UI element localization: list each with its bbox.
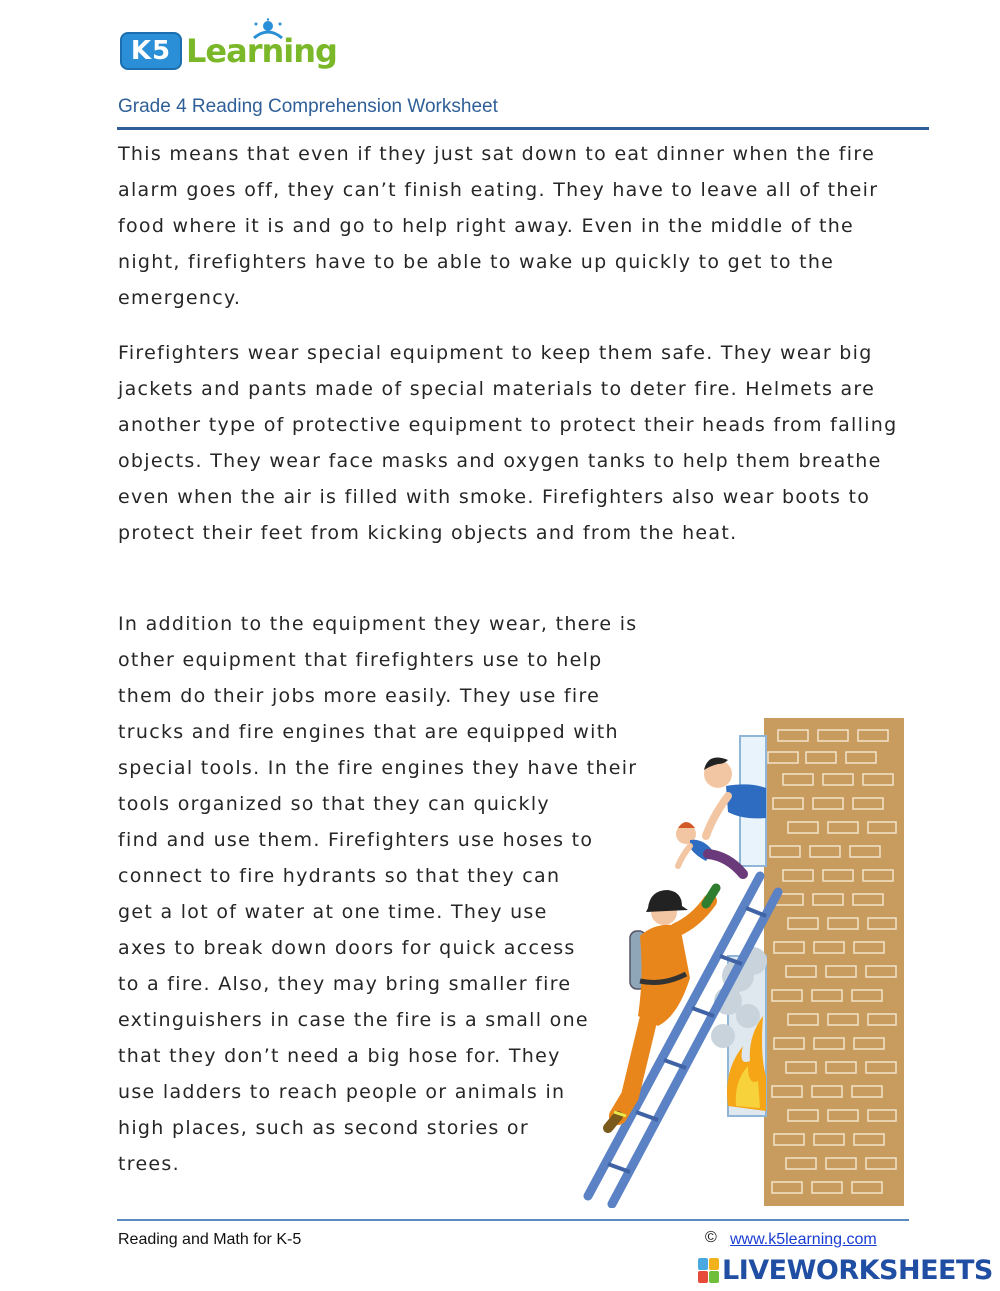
k5-learning-logo — [120, 18, 337, 76]
liveworksheets-blocks-icon — [698, 1258, 720, 1284]
woman-body — [726, 784, 766, 818]
k5learning-link[interactable]: www.k5learning.com — [730, 1231, 877, 1248]
paragraph-3-text: In addition to the equipment they wear, there is other equipment that firefighters use to help them do their jobs more easily. They use fire trucks and fire engines that are equipped with special tools. In the fire engines they have their tools organized so that they can quickly find and use them. Firefighters use hoses to connect to fire hydrants so that they can get a lot of water at one time. They use axes to break down doors for quick access to a fire. Also, they may bring smaller fire extinguishers in case the fire is a small one that they don’t need a big hose for. They use ladders to reach people or animals in high places, such as second stories or trees. — [118, 613, 638, 1175]
logo-box-text: K5 — [130, 36, 172, 66]
logo-person-icon — [248, 18, 288, 52]
brick-wall — [764, 718, 904, 1206]
paragraph-2: Firefighters wear special equipment to keep them safe. They wear big jackets and pants made of special materials to deter fire. Helmets are another type of protective equipment to protect their heads from falling objects. They wear face masks and oxygen tanks to help them breathe even when the air is filled with smoke. Firefighters also wear boots to protect their feet from kicking objects and from the heat. — [118, 342, 898, 544]
helmet-icon — [646, 890, 688, 912]
footer-divider — [117, 1219, 909, 1221]
copyright-symbol: © — [705, 1229, 717, 1246]
firefighter-rescue-illustration — [578, 716, 908, 1208]
paragraph-1: This means that even if they just sat down to eat dinner when the fire alarm goes off, they can’t finish eating. They have to leave all of their food where it is and go to help right away. Even in the middle of the night, firefighters have to be able to wake up quickly to get to the emergency. — [118, 143, 879, 309]
logo-box — [120, 32, 182, 70]
logo-word: Learning — [186, 32, 337, 70]
footer-tagline: Reading and Math for K-5 — [118, 1231, 302, 1248]
worksheet-title: Grade 4 Reading Comprehension Worksheet — [118, 96, 498, 117]
liveworksheets-text: LIVEWORKSHEETS — [722, 1255, 993, 1286]
header-divider — [117, 127, 929, 130]
